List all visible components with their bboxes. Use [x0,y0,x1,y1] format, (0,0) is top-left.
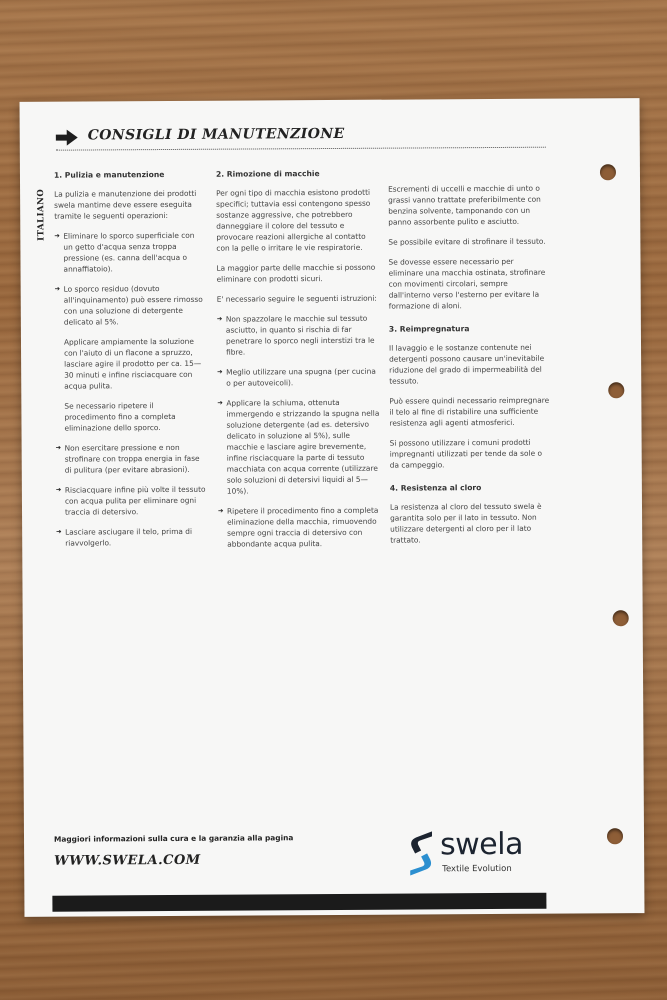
punch-hole [607,828,623,844]
column-2 [216,168,380,559]
paragraph: La maggior parte delle macchie si possono eliminare con prodotti sicuri. [216,262,376,284]
paragraph: La resistenza al cloro del tessuto swela è garantita solo per il lato in tessuto. Non utilizzare detergenti al cloro per il lato trattato. [389,501,542,545]
header [56,123,546,156]
swela-logo [406,827,566,880]
paragraph: Se necessario ripetere il procedimento fino a completa eliminazione dello sporco. [64,401,176,433]
bullet-item: ➔ Applicare la schiuma, ottenuta immergendo e strizzando la spugna nella soluzione detergente (ad es. detersivo delicato in soluzione al 5%), sulle macchie e lasciare agire brevemente, infine risciacquare la parte di tessuto macchiata con acqua corrente (utilizzare solo soluzioni di detersivi liquidi al 5—10%). [217,397,380,497]
section-heading: 2. Rimozione di macchie [215,169,320,179]
paragraph: Applicare ampiamente la soluzione con l'aiuto di un flacone a spruzzo, lasciare agire il prodotto per ca. 15—30 minuti e infine risciacquare con acqua pulita. [63,336,202,391]
punch-hole [613,610,629,626]
bullet-item: ➔ Non spazzolare le macchie sul tessuto asciutto, in quanto si rischia di far penetrare lo sporco negli interstizi tra le fibre. [217,313,379,358]
bullet-item: ➔ Ripetere il procedimento fino a completa eliminazione della macchia, rimuovendo sempre ogni traccia di detersivo con abbondante acqua pulita. [218,505,380,550]
footer-url: WWW.SWELA.COM [54,852,201,869]
arrow-right-icon [56,130,78,146]
section-heading: 1. Pulizia e manutenzione [53,170,165,180]
logo-name: swela [439,826,524,863]
document-sheet [20,98,645,917]
bottom-band [52,893,546,912]
bullet-item: ➔ Eliminare lo sporco superficiale con un getto d'acqua senza troppa pressione (es. canna dell'acqua o annaffiatoio). [54,230,204,275]
paragraph: Per ogni tipo di macchia esistono prodotti specifici; tuttavia essi contengono spesso sostanze aggressive, che potrebbero danneggiare il colore del tessuto e provocare reazioni allergiche al contatto con la pelle o irritare le vie respiratorie. [216,187,371,253]
language-text: ITALIANO [36,188,47,241]
footer-info: Maggiori informazioni sulla cura e la garanzia alla pagina [53,833,294,844]
paragraph: Se possibile evitare di strofinare il tessuto. [388,236,546,247]
column-3 [388,183,552,555]
logo-tagline: Textile Evolution [442,863,512,875]
bullet-item: ➔ Lasciare asciugare il telo, prima di riavvolgerlo. [56,526,206,549]
page-title: CONSIGLI DI MANUTENZIONE [87,125,345,144]
paragraph: Il lavaggio e le sostanze contenute nei detergenti possono causare un'inevitabile riduzione del grado di impermeabilità del tessuto. [389,342,545,386]
punch-hole [608,382,624,398]
bullet-item: ➔ Non esercitare pressione e non strofinare con troppa energia in fase di pulitura (per evitare abrasioni). [56,442,206,476]
section-heading: 3. Reimpregnatura [388,324,470,334]
swela-mark-icon [406,829,436,877]
paragraph: E' necessario seguire le seguenti istruzioni: [216,293,377,304]
bullet-item: ➔ Lo sporco residuo (dovuto all'inquinamento) può essere rimosso con una soluzione di detergente delicato al 5%. [55,283,205,328]
punch-hole [600,164,616,180]
column-1 [54,169,206,558]
section-heading: 4. Resistenza al cloro [389,483,482,493]
paragraph: La pulizia e manutenzione dei prodotti swela mantime deve essere eseguita tramite le seguenti operazioni: [54,188,197,221]
paragraph: Se dovesse essere necessario per eliminare una macchia ostinata, strofinare con movimenti circolari, sempre dall'interno verso l'esterno per evitare la formazione di aloni. [388,256,546,311]
bullet-item: ➔ Meglio utilizzare una spugna (per cucina o per autoveicoli). [217,366,379,389]
paragraph: Può essere quindi necessario reimpregnare il telo al fine di ristabilire una sufficiente resistenza agli agenti atmosferici. [389,395,550,428]
paragraph: Si possono utilizzare i comuni prodotti impregnanti utilizzati per tende da sole o da campeggio. [389,437,543,470]
paragraph: Escrementi di uccelli e macchie di unto o grassi vanno trattate preferibilmente con benzina solvente, tamponando con un panno assorbente pulito e asciutto. [388,183,541,227]
bullet-item: ➔ Risciacquare infine più volte il tessuto con acqua pulita per eliminare ogni traccia di detersivo. [56,484,206,518]
